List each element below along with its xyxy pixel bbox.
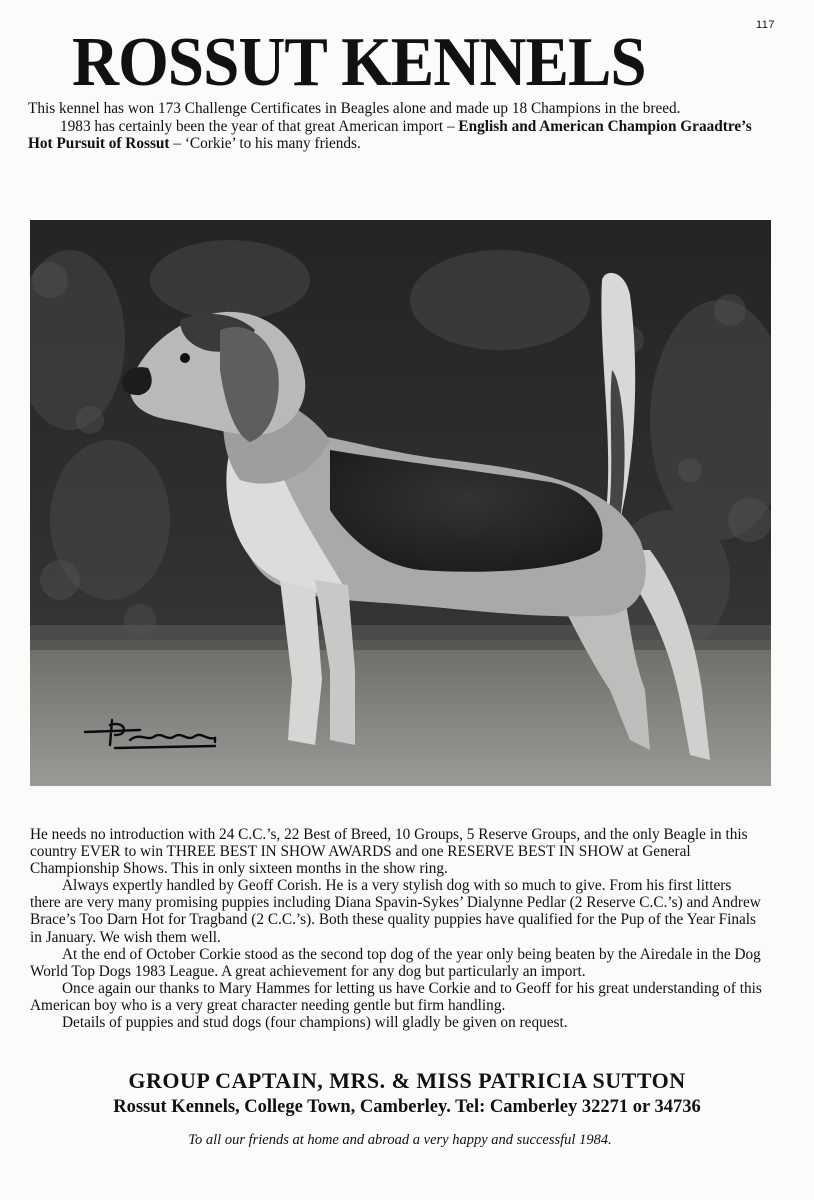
intro-paragraph-1: This kennel has won 173 Challenge Certificates in Beagles alone and made up 18 Champions in the breed. [28, 100, 681, 117]
page-number: 117 [756, 19, 776, 31]
page-title: ROSSUT KENNELS [72, 24, 646, 101]
contact-address: Rossut Kennels, College Town, Camberley. Tel: Camberley 32271 or 34736 [113, 1097, 701, 1117]
body-paragraph-4: Once again our thanks to Mary Hammes for letting us have Corkie and to Geoff for his great understanding of this American boy who is a very great character needing gentle but firm handling. [30, 979, 762, 1014]
body-paragraph-5: Details of puppies and stud dogs (four champions) will gladly be given on request. [62, 1014, 568, 1032]
beagle-photo-illustration [30, 220, 771, 786]
contact-names: GROUP CAPTAIN, MRS. & MISS PATRICIA SUTTON [128, 1068, 686, 1093]
intro-paragraph-2 [28, 118, 763, 153]
intro-p2-end: – ‘Corkie’ to his many friends. [169, 135, 361, 152]
intro-section [28, 100, 763, 153]
intro-p2-start: 1983 has certainly been the year of that great American import – [60, 117, 459, 135]
intro-p2-champion-name: English and American Champion Graadtre’s Hot Pursuit of Rossut [28, 117, 752, 152]
body-text [30, 826, 765, 1031]
beagle-photo [30, 220, 771, 786]
body-paragraph-3: At the end of October Corkie stood as the second top dog of the year only being beaten by the Airedale in the Dog World Top Dogs 1983 League. A great achievement for any dog but particularly an import. [30, 945, 761, 980]
body-paragraph-2: Always expertly handled by Geoff Corish. He is a very stylish dog with so much to give. From his first litters there are very many promising puppies including Diana Spavin-Sykes’ Dialynne Pedlar (2 Reserve C.C.’s) and Andrew Brace’s Too Darn Hot for Tragband (2 C.C.’s). Both these quality puppies have qualified for the Pup of the Year Finals in January. We wish them well. [30, 877, 761, 946]
greeting: To all our friends at home and abroad a very happy and successful 1984. [188, 1132, 612, 1148]
body-paragraph-1: He needs no introduction with 24 C.C.’s, 22 Best of Breed, 10 Groups, 5 Reserve Groups, and the only Beagle in this country EVER to win THREE BEST IN SHOW AWARDS and one RESERVE BEST IN SHOW at General Championship Shows. This in only sixteen months in the show ring. [30, 826, 748, 878]
